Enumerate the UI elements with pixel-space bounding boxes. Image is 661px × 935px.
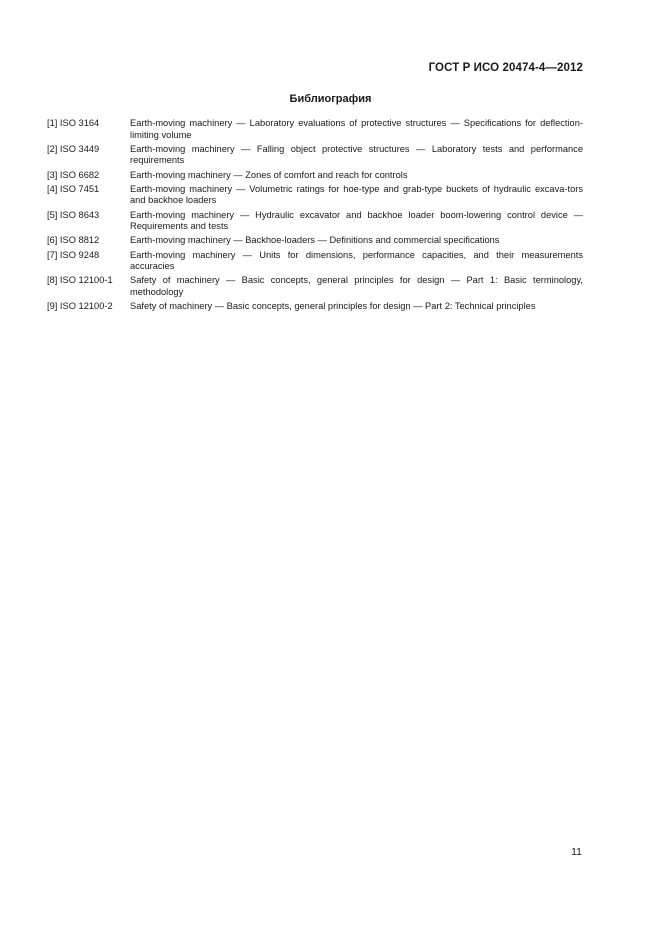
bibliography-entry — [47, 170, 583, 182]
bibliography-entry — [47, 184, 583, 207]
bibliography-entry — [47, 118, 583, 141]
bibliography-entry — [47, 210, 583, 233]
entry-reference: [7] ISO 9248 — [47, 249, 100, 260]
entry-title: Earth-moving machinery — Zones of comfort and reach for controls — [130, 169, 408, 180]
entry-reference: [3] ISO 6682 — [47, 169, 100, 180]
entry-title: Safety of machinery — Basic concepts, general principles for design — Part 2: Technical principles — [130, 301, 536, 312]
entry-title: Earth-moving machinery — Units for dimensions, performance capacities, and their measurements accuracies — [130, 249, 583, 272]
bibliography-entry — [47, 275, 583, 298]
entry-title: Earth-moving machinery — Backhoe-loaders — Definitions and commercial specifications — [130, 235, 500, 246]
bibliography-list — [47, 118, 583, 315]
entry-title: Earth-moving machinery — Falling object protective structures — Laboratory tests and performance requirements — [130, 143, 583, 166]
standard-designation: ГОСТ Р ИСО 20474-4—2012 — [428, 62, 583, 74]
entry-reference: [2] ISO 3449 — [47, 143, 100, 154]
entry-title: Earth-moving machinery — Volumetric ratings for hoe-type and grab-type buckets of hydraulic excava-tors and backhoe loaders — [130, 183, 583, 206]
entry-reference: [1] ISO 3164 — [47, 118, 100, 128]
entry-reference: [4] ISO 7451 — [47, 183, 100, 194]
entry-title: Safety of machinery — Basic concepts, general principles for design — Part 1: Basic terminology, methodology — [130, 275, 583, 297]
page-number: 11 — [571, 846, 582, 858]
entry-reference: [5] ISO 8643 — [47, 209, 100, 220]
bibliography-entry — [47, 144, 583, 167]
entry-reference: [6] ISO 8812 — [47, 235, 100, 246]
entry-title: Earth-moving machinery — Hydraulic excavator and backhoe loader boom-lowering control device — Requirements and tests — [130, 209, 583, 232]
bibliography-entry — [47, 250, 583, 273]
bibliography-entry — [47, 235, 583, 247]
entry-reference: [8] ISO 12100-1 — [47, 275, 113, 286]
bibliography-entry — [47, 301, 583, 313]
section-title: Библиография — [289, 93, 372, 105]
entry-reference: [9] ISO 12100-2 — [47, 301, 113, 312]
entry-title: Earth-moving machinery — Laboratory evaluations of protective structures — Specifications for deflection-limiting volume — [130, 118, 583, 140]
